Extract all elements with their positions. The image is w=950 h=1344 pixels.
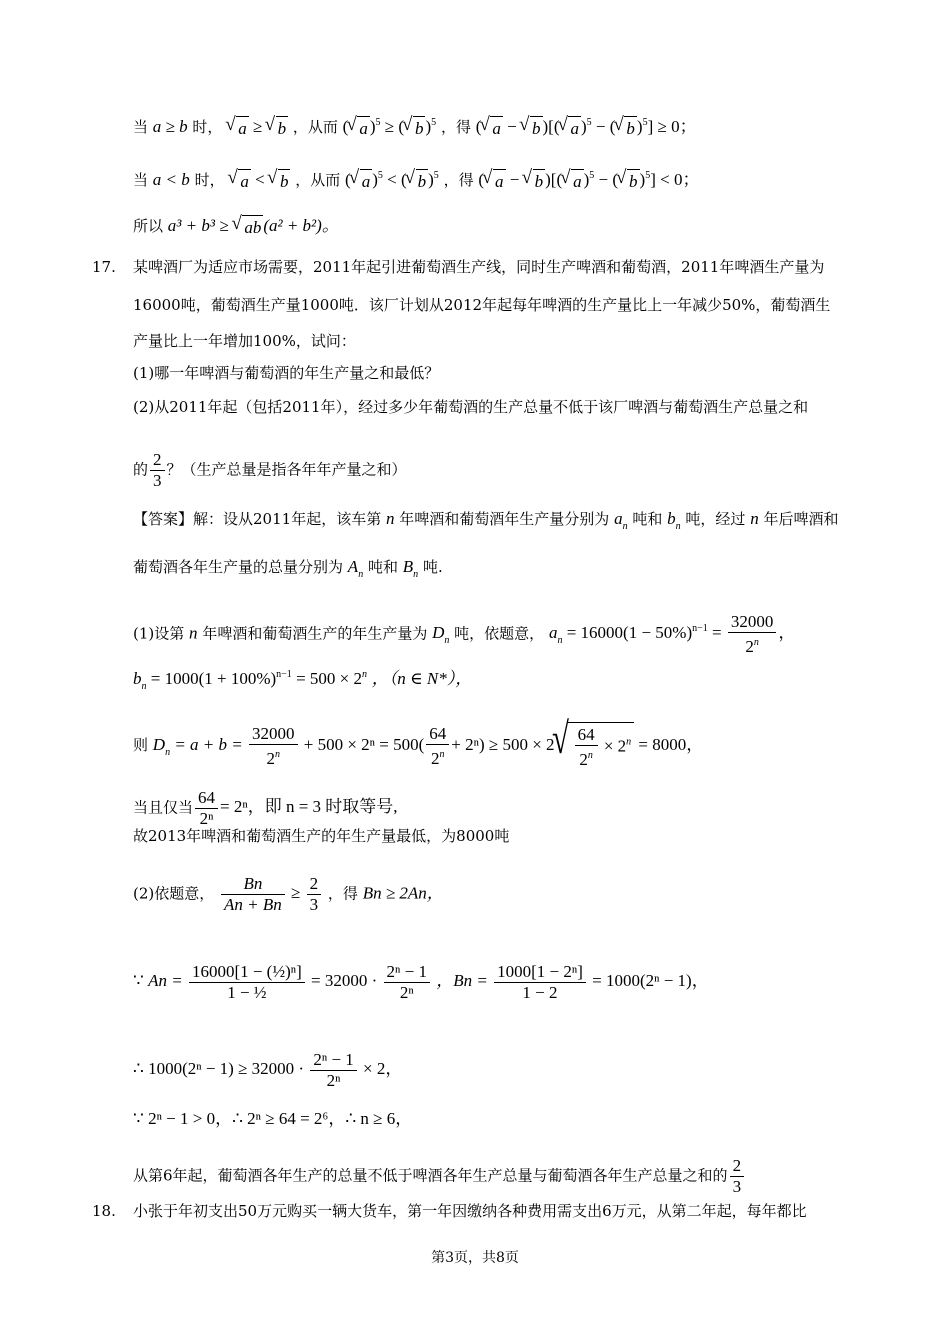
fraction-denominator: 2ⁿ [199, 809, 214, 828]
fraction-numerator: 2ⁿ − 1 [310, 1050, 356, 1071]
text: 年啤酒和葡萄酒生产的年生产量为 [202, 624, 428, 643]
text: (2)依题意， [133, 884, 215, 903]
q17-para-1: 某啤酒厂为适应市场需要，2011年起引进葡萄酒生产线，同时生产啤酒和葡萄酒，2011年啤酒生产量为 [133, 258, 825, 276]
text: 所以 [133, 217, 164, 235]
text: (1)设第 [133, 624, 185, 643]
answer-step-4 [133, 788, 398, 829]
text: ，得 [327, 884, 358, 903]
math-expr: An = [148, 971, 183, 991]
answer-step-3: 则 $D_n = a + b$ = $\frac{32000}{2^n}$ + 500 × 2ⁿ = 500( $\frac{64}{2^n}$ + 2ⁿ) ≥ 500 × 2 √ $\frac{64}{2^n}$ × $2^n = 8000$， [133, 722, 703, 770]
proof-line-2: 当 a < b 时， √ a < √ b ，从而 (√ a )$^5$ < (√ b )$^5$ ，得 (√ a − √ b )[(√ a )$^5$ − (√ b )$^5$] < 0； [133, 165, 699, 193]
q17-subq-1: (1)哪一年啤酒与葡萄酒的年生产量之和最低？ [133, 364, 440, 382]
answer-step-7 [133, 962, 709, 1003]
fraction-numerator: 2 [730, 1156, 745, 1177]
math-expr: = 32000 · [311, 971, 378, 991]
fraction-denominator: An + Bn [224, 895, 282, 914]
text: 吨，依题意， [454, 624, 545, 643]
q17-para-2: 16000吨，葡萄酒生产量1000吨．该厂计划从2012年起每年啤酒的生产量比上一年减少50%，葡萄酒生 [133, 296, 831, 314]
fraction-denominator: 2 [745, 637, 754, 656]
fraction-numerator: 2 [307, 874, 322, 895]
answer-step-9: ∵ 2ⁿ − 1 > 0，∴ 2ⁿ ≥ 64 = 2⁶，∴ n ≥ 6， [133, 1109, 413, 1128]
fraction-numerator: 2ⁿ − 1 [384, 962, 430, 983]
math-expr: = a + b = [174, 734, 243, 754]
math-expr: (a² + b²)。 [263, 216, 339, 235]
fraction-numerator: 2 [150, 450, 165, 471]
text: 的 [133, 460, 149, 479]
text: 年啤酒和葡萄酒年生产量分别为 [399, 510, 610, 528]
page-footer: 第3页，共8页 [431, 1250, 519, 1266]
math-relation: ≥ [252, 117, 263, 136]
math-expr: × 2， [363, 1059, 403, 1079]
text: 吨和 [632, 510, 663, 528]
math-expr: = 1000(2ⁿ − 1)， [592, 971, 709, 991]
text: ，得 [440, 118, 471, 136]
fraction-numerator: Bn [221, 874, 285, 895]
answer-step-8 [133, 1050, 402, 1091]
text: 吨. [422, 558, 443, 576]
math-end: ≥ 0； [657, 117, 697, 136]
text: 时， [194, 171, 225, 189]
math-end: < 0； [660, 170, 700, 189]
math-condition: ，（n ∈ N*）， [371, 669, 473, 688]
math-expr: = [712, 623, 722, 643]
answer-step-6 [133, 874, 444, 915]
text: 吨和 [367, 558, 398, 576]
proof-line-1: 当 a ≥ b 时， √ a ≥ √ b ，从而 (√ a )$^5$ ≥ (√ b )$^5$ ，得 (√ a − √ b )[(√ a )$^5$ − (√ b )$^5$] ≥ 0； [133, 112, 697, 140]
math-expr: = 8000， [638, 734, 704, 754]
text: 葡萄酒各年生产量的总量分别为 [133, 558, 344, 576]
answer-label: 【答案】 [133, 510, 194, 528]
proof-line-3: 所以 a³ + b³ ≥ √ ab (a² + b²)。 [133, 215, 339, 239]
fraction-denominator: 3 [309, 895, 319, 914]
math-expr: = 2ⁿ，即 n = 3 时取等号, [220, 797, 398, 817]
math-condition: a < b [152, 170, 190, 189]
text: ，从而 [295, 171, 341, 189]
text: ，从而 [292, 118, 338, 136]
fraction-numerator: 16000[1 − (½)ⁿ] [189, 962, 305, 983]
math-expr: + 2ⁿ) ≥ 500 × 2 [451, 734, 555, 754]
answer-step-10 [133, 1156, 746, 1197]
math-expr: + 500 × 2ⁿ = 500( [303, 734, 425, 754]
text: 当 [133, 118, 149, 136]
answer-step-2: $b_n = 1000(1 + 100\%)^{n-1} = 500 \times 2^n$ ，（n ∈ N*）， [133, 669, 473, 692]
text: 当且仅当 [133, 798, 194, 817]
math-expr: 1000(2ⁿ − 1) ≥ 32000 · [148, 1059, 305, 1079]
math-expr: = 500 × 2 [296, 669, 362, 688]
math-condition: a ≥ b [152, 117, 188, 136]
math-expr: ，Bn = [436, 971, 488, 991]
answer-step-1: (1)设第 n 年啤酒和葡萄酒生产的年生产量为 $D_n$ 吨，依题意， $a_n = 16000(1 - 50\%)^{n-1}$ = $\frac{32000}{2^n}$ ， [133, 612, 796, 656]
fraction-numerator: 1000[1 − 2ⁿ] [494, 962, 586, 983]
q18-number: 18. [92, 1202, 116, 1220]
q17-para-3: 产量比上一年增加100%，试问： [133, 332, 356, 350]
text: ，得 [443, 171, 474, 189]
text: 从第6年起，葡萄酒各年生产的总量不低于啤酒各年生产总量与葡萄酒各年生产总量之和的 [133, 1166, 728, 1185]
text: ？（生产总量是指各年年产量之和） [166, 460, 407, 479]
fraction-numerator: 64 [195, 788, 218, 809]
q17-subq-2: (2)从2011年起（包括2011年），经过多少年葡萄酒的生产总量不低于该厂啤酒与葡萄酒生产总量之和 [133, 398, 809, 416]
math-relation: ≥ [291, 883, 301, 903]
fraction-denominator: 1 − ½ [227, 983, 267, 1002]
math-expr: Bn ≥ 2An， [362, 883, 444, 903]
fraction-denominator: 2ⁿ [399, 983, 414, 1002]
math-expr: a³ + b³ ≥ [167, 216, 229, 235]
text: 当 [133, 171, 149, 189]
fraction-numerator: 64 [426, 724, 449, 745]
answer-step-5: 故2013年啤酒和葡萄酒生产的年生产量最低，为8000吨 [133, 827, 510, 845]
q17-number: 17. [92, 258, 116, 276]
fraction-numerator: 32000 [728, 612, 777, 633]
fraction-denominator: 1 − 2 [522, 983, 558, 1002]
math-expr: = 16000(1 − 50%) [566, 623, 693, 643]
text: 解：设从2011年起，该车第 [193, 510, 382, 528]
text: 年后啤酒和 [763, 510, 839, 528]
fraction-denominator: 3 [732, 1177, 742, 1196]
text: 吨，经过 [685, 510, 746, 528]
math-relation: < [255, 170, 265, 189]
text: 时， [192, 118, 223, 136]
answer-line-1: 【答案】解：设从2011年起，该车第 n 年啤酒和葡萄酒年生产量分别为 $a_n$ 吨和 $b_n$ 吨，经过 n 年后啤酒和 [133, 509, 839, 532]
fraction-denominator: 2ⁿ [326, 1071, 341, 1090]
answer-line-2: 葡萄酒各年生产量的总量分别为 $A_n$ 吨和 $B_n$ 吨. [133, 557, 443, 580]
because-symbol: ∵ [133, 971, 144, 991]
text: 则 [133, 735, 149, 754]
fraction-denominator: 3 [153, 471, 162, 490]
q18-para-1: 小张于年初支出50万元购买一辆大货车，第一年因缴纳各种费用需支出6万元，从第二年起，每年都比 [133, 1202, 807, 1220]
math-expr: = 1000(1 + 100%) [150, 669, 277, 688]
therefore-symbol: ∴ [133, 1059, 144, 1079]
q17-subq-2b [133, 450, 407, 491]
